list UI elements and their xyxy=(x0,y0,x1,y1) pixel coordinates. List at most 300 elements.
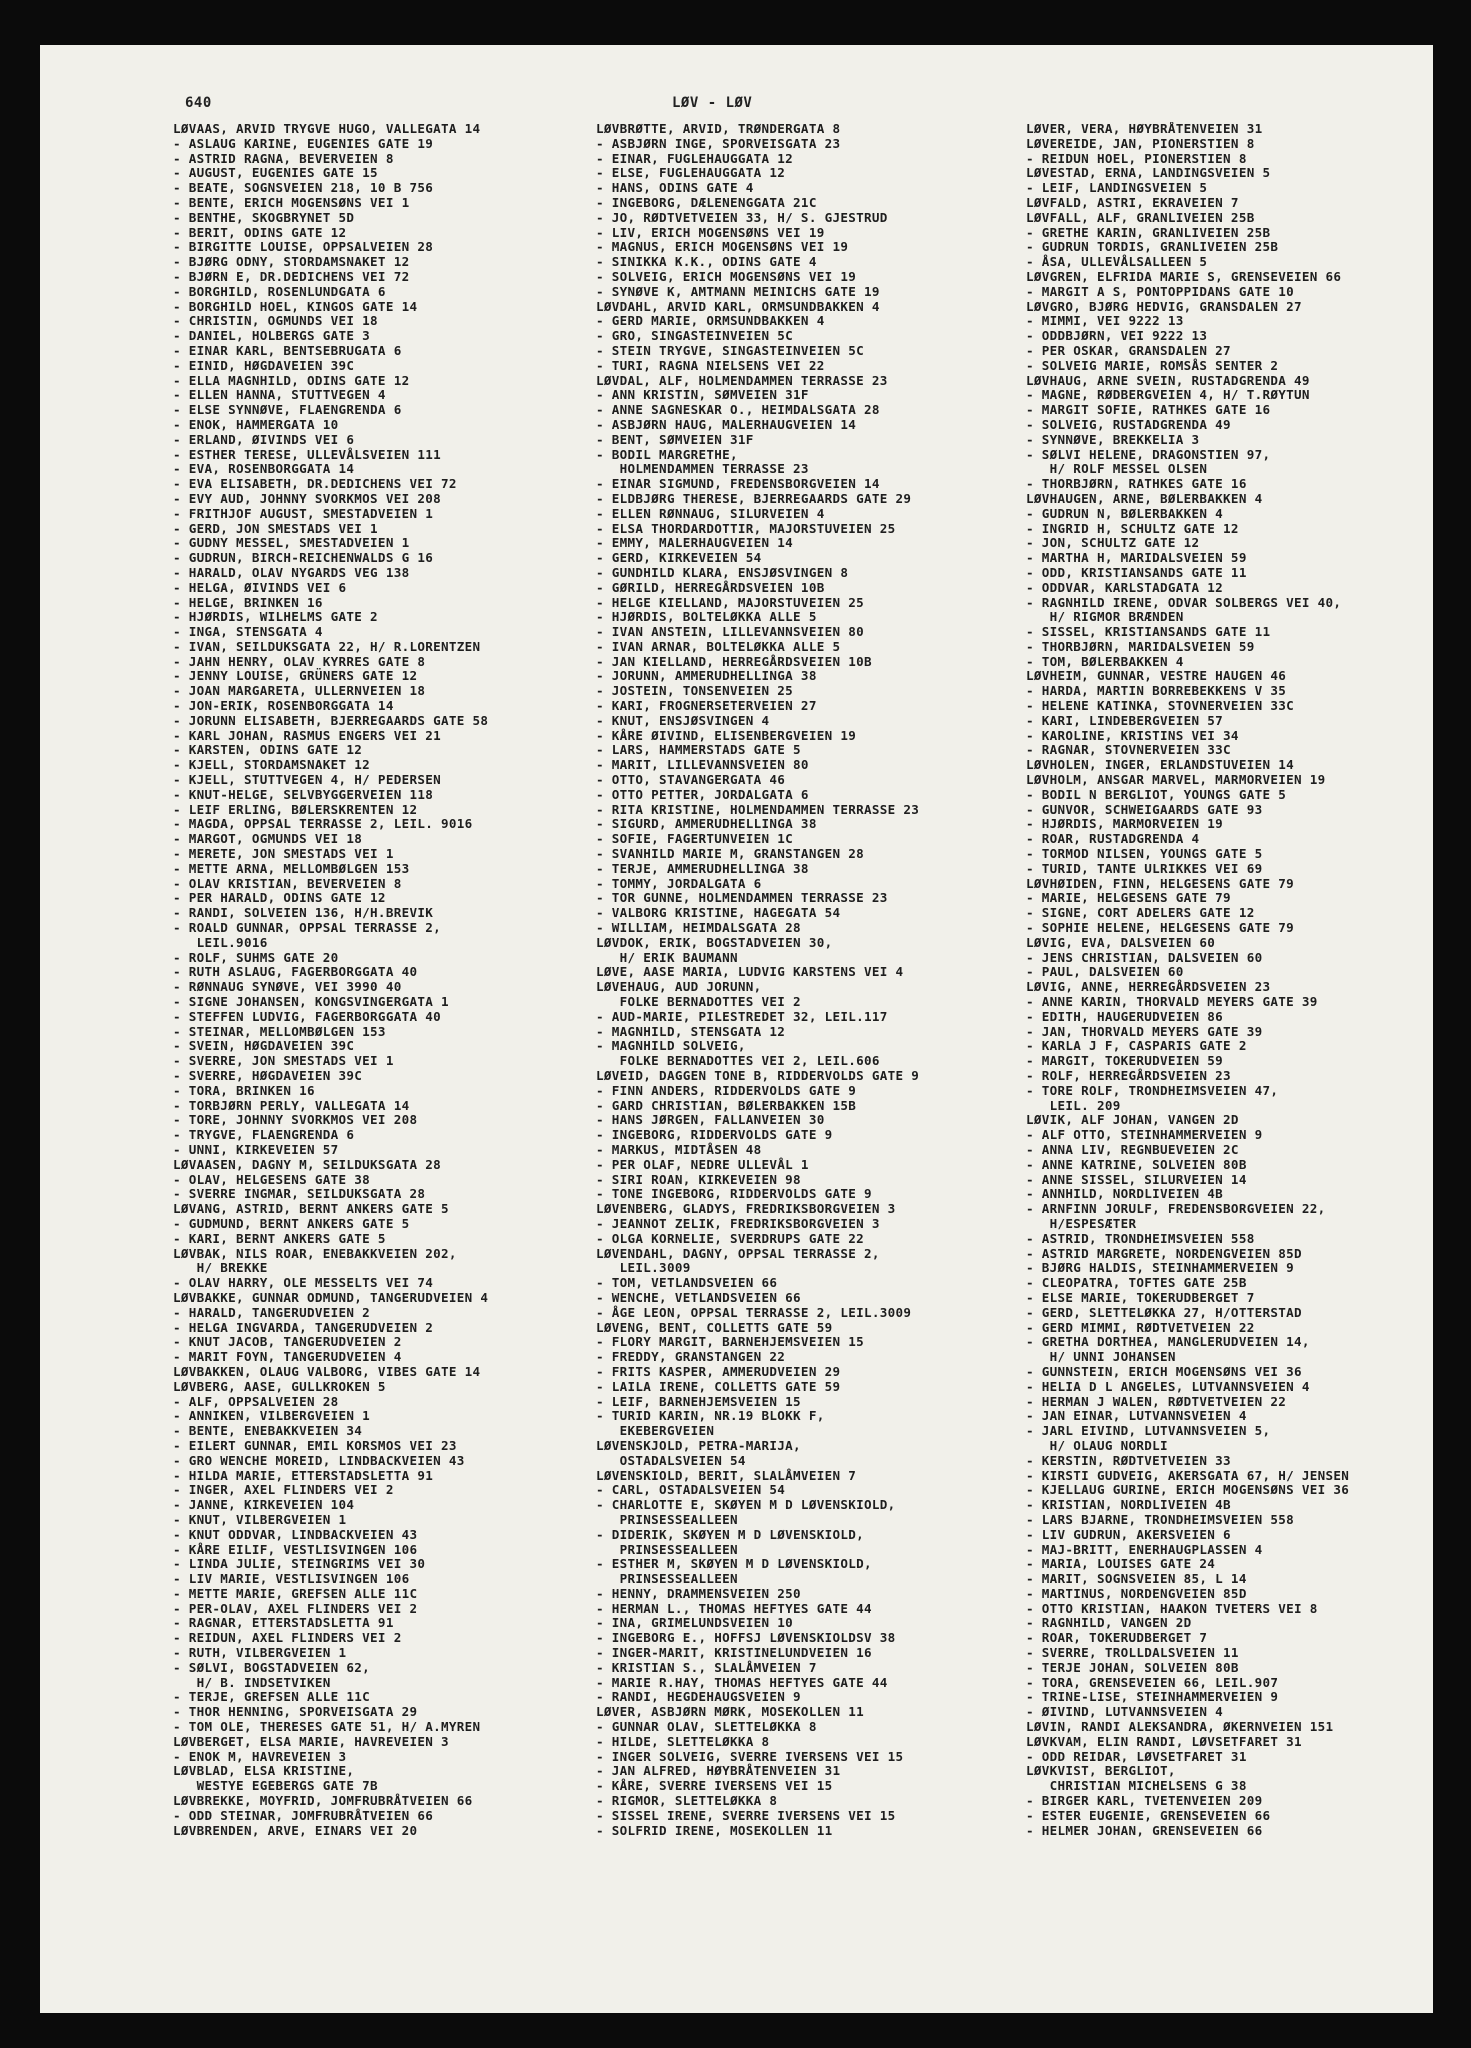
directory-entry-line: - BENT, SØMVEIEN 31F xyxy=(596,431,754,447)
directory-entry-line: LØVIG, EVA, DALSVEIEN 60 xyxy=(1026,934,1216,950)
directory-entry-line: - KARLA J F, CASPARIS GATE 2 xyxy=(1026,1038,1247,1054)
directory-entry-line: - RAGNAR, STOVNERVEIEN 33C xyxy=(1026,742,1231,758)
directory-entry-line: - ANNE SISSEL, SILURVEIEN 14 xyxy=(1026,1171,1247,1187)
directory-entry-line: - TORBJØRN PERLY, VALLEGATA 14 xyxy=(173,1097,410,1113)
directory-entry-line: LØVFALD, ASTRI, EKRAVEIEN 7 xyxy=(1026,194,1239,210)
directory-entry-line: - MAGDA, OPPSAL TERRASSE 2, LEIL. 9016 xyxy=(173,816,473,832)
directory-entry-line: - AUGUST, EUGENIES GATE 15 xyxy=(173,165,378,181)
directory-entry-line: - ANN KRISTIN, SØMVEIEN 31F xyxy=(596,387,809,403)
directory-entry-line: EKEBERGVEIEN xyxy=(596,1423,715,1439)
directory-entry-line: - KJELL, STUTTVEGEN 4, H/ PEDERSEN xyxy=(173,772,441,788)
directory-entry-line: - BODIL N BERGLIOT, YOUNGS GATE 5 xyxy=(1026,786,1287,802)
directory-entry-line: - HELGE, BRINKEN 16 xyxy=(173,594,323,610)
directory-entry-line: - INGEBORG E., HOFFSJ LØVENSKIOLDSV 38 xyxy=(596,1630,896,1646)
directory-entry-line: - HELMER JOHAN, GRENSEVEIEN 66 xyxy=(1026,1822,1263,1838)
directory-entry-line: LØVANG, ASTRID, BERNT ANKERS GATE 5 xyxy=(173,1201,449,1217)
directory-entry-line: LØVGRO, BJØRG HEDVIG, GRANSDALEN 27 xyxy=(1026,298,1302,314)
directory-entry-line: - THORBJØRN, MARIDALSVEIEN 59 xyxy=(1026,638,1255,654)
directory-entry-line: - TURID, TANTE ULRIKKES VEI 69 xyxy=(1026,860,1263,876)
directory-entry-line: - REIDUN, AXEL FLINDERS VEI 2 xyxy=(173,1630,402,1646)
directory-entry-line: - SOLVEIG, RUSTADGRENDA 49 xyxy=(1026,416,1231,432)
directory-entry-line: - LEIF, LANDINGSVEIEN 5 xyxy=(1026,180,1208,196)
directory-entry-line: LEIL.9016 xyxy=(173,934,268,950)
directory-entry-line: H/ESPESÆTER xyxy=(1026,1215,1137,1231)
directory-entry-line: - GUNDHILD KLARA, ENSJØSVINGEN 8 xyxy=(596,564,849,580)
directory-entry-line: - CHARLOTTE E, SKØYEN M D LØVENSKIOLD, xyxy=(596,1497,896,1513)
directory-entry-line: - ODD, KRISTIANSANDS GATE 11 xyxy=(1026,564,1247,580)
directory-entry-line: FOLKE BERNADOTTES VEI 2, LEIL.606 xyxy=(596,1053,880,1069)
directory-entry-line: - MAGNE, RØDBERGVEIEN 4, H/ T.RØYTUN xyxy=(1026,387,1310,403)
directory-entry-line: - OTTO KRISTIAN, HAAKON TVETERS VEI 8 xyxy=(1026,1600,1318,1616)
directory-entry-line: - BENTHE, SKOGBRYNET 5D xyxy=(173,209,355,225)
directory-entry-line: PRINSESSEALLEEN xyxy=(596,1511,738,1527)
directory-entry-line: H/ RIGMOR BRÆNDEN xyxy=(1026,609,1184,625)
directory-entry-line: - GARD CHRISTIAN, BØLERBAKKEN 15B xyxy=(596,1097,857,1113)
directory-entry-line: - MARGOT, OGMUNDS VEI 18 xyxy=(173,831,363,847)
directory-entry-line: - KARI, LINDEBERGVEIEN 57 xyxy=(1026,712,1224,728)
directory-entry-line: - WENCHE, VETLANDSVEIEN 66 xyxy=(596,1289,801,1305)
directory-entry-line: - HILDE, SLETTELØKKA 8 xyxy=(596,1733,770,1749)
directory-entry-line: - KJELLAUG GURINE, ERICH MOGENSØNS VEI 36 xyxy=(1026,1482,1350,1498)
directory-entry-line: - MARIE, HELGESENS GATE 79 xyxy=(1026,890,1231,906)
directory-entry-line: - WILLIAM, HEIMDALSGATA 28 xyxy=(596,920,801,936)
directory-entry-line: - SISSEL, KRISTIANSANDS GATE 11 xyxy=(1026,624,1271,640)
directory-entry-line: - INGA, STENSGATA 4 xyxy=(173,624,323,640)
directory-entry-line: - TERJE JOHAN, SOLVEIEN 80B xyxy=(1026,1659,1239,1675)
directory-entry-line: - JORUNN ELISABETH, BJERREGAARDS GATE 58 xyxy=(173,712,489,728)
directory-entry-line: - MARTINUS, NORDENGVEIEN 85D xyxy=(1026,1585,1247,1601)
directory-entry-line: LØVIK, ALF JOHAN, VANGEN 2D xyxy=(1026,1112,1239,1128)
directory-entry-line: LØVENSKIOLD, BERIT, SLALÅMVEIEN 7 xyxy=(596,1467,857,1483)
directory-entry-line: - MARTHA H, MARIDALSVEIEN 59 xyxy=(1026,550,1247,566)
directory-entry-line: - JAN EINAR, LUTVANNSVEIEN 4 xyxy=(1026,1408,1247,1424)
directory-entry-line: - LEIF ERLING, BØLERSKRENTEN 12 xyxy=(173,801,418,817)
directory-entry-line: - MARIT, SOGNSVEIEN 85, L 14 xyxy=(1026,1571,1247,1587)
directory-entry-line: - TURI, RAGNA NIELSENS VEI 22 xyxy=(596,357,825,373)
directory-entry-line: - MARGIT A S, PONTOPPIDANS GATE 10 xyxy=(1026,283,1294,299)
directory-entry-line: - ELSE, FUGLEHAUGGATA 12 xyxy=(596,165,786,181)
directory-entry-line: - RAGNHILD IRENE, ODVAR SOLBERGS VEI 40, xyxy=(1026,594,1342,610)
directory-entry-line: - EVA ELISABETH, DR.DEDICHENS VEI 72 xyxy=(173,476,457,492)
directory-entry-line: - JAN KIELLAND, HERREGÅRDSVEIEN 10B xyxy=(596,653,872,669)
directory-entry-line: - KNUT, ENSJØSVINGEN 4 xyxy=(596,712,770,728)
directory-entry-line: - VALBORG KRISTINE, HAGEGATA 54 xyxy=(596,905,841,921)
directory-entry-line: - SIGNE JOHANSEN, KONGSVINGERGATA 1 xyxy=(173,994,449,1010)
directory-entry-line: - KARL JOHAN, RASMUS ENGERS VEI 21 xyxy=(173,727,441,743)
directory-entry-line: - LINDA JULIE, STEINGRIMS VEI 30 xyxy=(173,1556,426,1572)
directory-entry-line: - BJØRG ODNY, STORDAMSNAKET 12 xyxy=(173,254,410,270)
directory-entry-line: LØVENBERG, GLADYS, FREDRIKSBORGVEIEN 3 xyxy=(596,1201,896,1217)
directory-entry-line: - ASTRID MARGRETE, NORDENGVEIEN 85D xyxy=(1026,1245,1302,1261)
directory-entry-line: - SVEIN, HØGDAVEIEN 39C xyxy=(173,1038,355,1054)
directory-entry-line: - KRISTIAN S., SLALÅMVEIEN 7 xyxy=(596,1659,817,1675)
directory-entry-line: - PER HARALD, ODINS GATE 12 xyxy=(173,890,386,906)
directory-entry-line: - ANNHILD, NORDLIVEIEN 4B xyxy=(1026,1186,1224,1202)
directory-entry-line: - ELLEN RØNNAUG, SILURVEIEN 4 xyxy=(596,505,825,521)
directory-entry-line: - TOM OLE, THERESES GATE 51, H/ A.MYREN xyxy=(173,1719,481,1735)
directory-entry-line: - GUDRUN N, BØLERBAKKEN 4 xyxy=(1026,505,1224,521)
directory-entry-line: - FREDDY, GRANSTANGEN 22 xyxy=(596,1349,786,1365)
directory-entry-line: - SOFIE, FAGERTUNVEIEN 1C xyxy=(596,831,794,847)
directory-entry-line: - MAGNUS, ERICH MOGENSØNS VEI 19 xyxy=(596,239,849,255)
directory-entry-line: - SØLVI HELENE, DRAGONSTIEN 97, xyxy=(1026,446,1271,462)
directory-entry-line: OSTADALSVEIEN 54 xyxy=(596,1452,746,1468)
directory-entry-line: - KARSTEN, ODINS GATE 12 xyxy=(173,742,363,758)
directory-entry-line: LEIL.3009 xyxy=(596,1260,691,1276)
directory-entry-line: - ROLF, SUHMS GATE 20 xyxy=(173,949,339,965)
directory-entry-line: - KNUT ODDVAR, LINDBACKVEIEN 43 xyxy=(173,1526,418,1542)
directory-entry-line: LØVENG, BENT, COLLETTS GATE 59 xyxy=(596,1319,833,1335)
directory-entry-line: - SVERRE, JON SMESTADS VEI 1 xyxy=(173,1053,394,1069)
page-number: 640 xyxy=(185,95,212,111)
directory-entry-line: - ANNE SAGNESKAR O., HEIMDALSGATA 28 xyxy=(596,402,880,418)
directory-entry-line: FOLKE BERNADOTTES VEI 2 xyxy=(596,994,801,1010)
directory-entry-line: - TRINE-LISE, STEINHAMMERVEIEN 9 xyxy=(1026,1689,1279,1705)
directory-entry-line: - RUTH, VILBERGVEIEN 1 xyxy=(173,1645,347,1661)
directory-entry-line: CHRISTIAN MICHELSENS G 38 xyxy=(1026,1778,1247,1794)
directory-entry-line: LØVESTAD, ERNA, LANDINGSVEIEN 5 xyxy=(1026,165,1271,181)
directory-entry-line: - ELDBJØRG THERESE, BJERREGAARDS GATE 29 xyxy=(596,490,912,506)
directory-entry-line: - TORE ROLF, TRONDHEIMSVEIEN 47, xyxy=(1026,1082,1279,1098)
directory-entry-line: - TORA, BRINKEN 16 xyxy=(173,1082,315,1098)
directory-entry-line: - JOSTEIN, TONSENVEIEN 25 xyxy=(596,683,794,699)
directory-entry-line: - HJØRDIS, MARMORVEIEN 19 xyxy=(1026,816,1224,832)
directory-entry-line: - MARIT, LILLEVANNSVEIEN 80 xyxy=(596,757,809,773)
directory-entry-line: - ASBJØRN HAUG, MALERHAUGVEIEN 14 xyxy=(596,416,857,432)
directory-entry-line: - MARGIT SOFIE, RATHKES GATE 16 xyxy=(1026,402,1271,418)
directory-entry-line: - ROLF, HERREGÅRDSVEIEN 23 xyxy=(1026,1068,1231,1083)
directory-entry-line: - HARDA, MARTIN BORREBEKKENS V 35 xyxy=(1026,683,1287,699)
directory-entry-line: - HERMAN L., THOMAS HEFTYES GATE 44 xyxy=(596,1600,872,1616)
directory-entry-line: LØVEREIDE, JAN, PIONERSTIEN 8 xyxy=(1026,135,1255,151)
directory-entry-line: - IVAN ANSTEIN, LILLEVANNSVEIEN 80 xyxy=(596,624,864,640)
directory-entry-line: LØVER, VERA, HØYBRÅTENVEIEN 31 xyxy=(1026,122,1263,136)
directory-entry-line: LØVGREN, ELFRIDA MARIE S, GRENSEVEIEN 66 xyxy=(1026,268,1342,284)
directory-entry-line: - IVAN, SEILDUKSGATA 22, H/ R.LORENTZEN xyxy=(173,638,481,654)
directory-entry-line: - FLORY MARGIT, BARNEHJEMSVEIEN 15 xyxy=(596,1334,864,1350)
directory-entry-line: - INGEBORG, DÆLENENGGATA 21C xyxy=(596,194,817,210)
directory-entry-line: - INGER-MARIT, KRISTINELUNDVEIEN 16 xyxy=(596,1645,872,1661)
directory-entry-line: - GUDMUND, BERNT ANKERS GATE 5 xyxy=(173,1215,410,1231)
directory-entry-line: LØVFALL, ALF, GRANLIVEIEN 25B xyxy=(1026,209,1255,225)
directory-entry-line: - TURID KARIN, NR.19 BLOKK F, xyxy=(596,1408,825,1424)
directory-entry-line: - RIGMOR, SLETTELØKKA 8 xyxy=(596,1793,778,1809)
directory-entry-line: - RAGNHILD, VANGEN 2D xyxy=(1026,1615,1192,1631)
directory-entry-line: H/ B. INDSETVIKEN xyxy=(173,1674,331,1690)
directory-entry-line: - TONE INGEBORG, RIDDERVOLDS GATE 9 xyxy=(596,1186,872,1202)
directory-entry-line: - JORUNN, AMMERUDHELLINGA 38 xyxy=(596,668,817,684)
directory-entry-line: - HENNY, DRAMMENSVEIEN 250 xyxy=(596,1585,801,1601)
directory-entry-line: - TERJE, GREFSEN ALLE 11C xyxy=(173,1689,371,1705)
directory-entry-line: - ELSE MARIE, TOKERUDBERGET 7 xyxy=(1026,1289,1255,1305)
directory-entry-line: - EINAR, FUGLEHAUGGATA 12 xyxy=(596,150,794,166)
directory-entry-line: - GERD, KIRKEVEIEN 54 xyxy=(596,550,762,566)
directory-entry-line: - ROAR, RUSTADGRENDA 4 xyxy=(1026,831,1200,847)
directory-entry-line: - ESTER EUGENIE, GRENSEVEIEN 66 xyxy=(1026,1807,1271,1823)
directory-entry-line: - BEATE, SOGNSVEIEN 218, 10 B 756 xyxy=(173,180,434,196)
directory-entry-line: H/ OLAUG NORDLI xyxy=(1026,1437,1168,1453)
directory-entry-line: - JENNY LOUISE, GRÜNERS GATE 12 xyxy=(173,668,418,684)
directory-entry-line: LØVBREKKE, MOYFRID, JOMFRUBRÅTVEIEN 66 xyxy=(173,1793,473,1809)
directory-entry-line: - BENTE, ENEBAKKVEIEN 34 xyxy=(173,1423,363,1439)
directory-entry-line: - SVERRE, HØGDAVEIEN 39C xyxy=(173,1068,363,1083)
directory-entry-line: - TOR GUNNE, HOLMENDAMMEN TERRASSE 23 xyxy=(596,890,888,906)
directory-entry-line: - PER-OLAV, AXEL FLINDERS VEI 2 xyxy=(173,1600,418,1616)
directory-entry-line: - SYNNØVE, BREKKELIA 3 xyxy=(1026,431,1200,447)
directory-entry-line: - OLAV HARRY, OLE MESSELTS VEI 74 xyxy=(173,1275,434,1291)
directory-entry-line: - TOM, VETLANDSVEIEN 66 xyxy=(596,1275,778,1291)
directory-entry-line: - EDITH, HAUGERUDVEIEN 86 xyxy=(1026,1008,1224,1024)
directory-entry-line: - EINAR SIGMUND, FREDENSBORGVEIEN 14 xyxy=(596,476,880,492)
directory-entry-line: - METTE ARNA, MELLOMBØLGEN 153 xyxy=(173,860,410,876)
directory-column-2 xyxy=(596,122,1036,2002)
directory-entry-line: - EILERT GUNNAR, EMIL KORSMOS VEI 23 xyxy=(173,1437,457,1453)
directory-entry-line: - LAILA IRENE, COLLETTS GATE 59 xyxy=(596,1378,841,1394)
directory-entry-line: - OLGA KORNELIE, SVERDRUPS GATE 22 xyxy=(596,1230,864,1246)
directory-entry-line: - DIDERIK, SKØYEN M D LØVENSKIOLD, xyxy=(596,1526,864,1542)
directory-entry-line: - FRITHJOF AUGUST, SMESTADVEIEN 1 xyxy=(173,505,434,521)
directory-entry-line: - MARIT FOYN, TANGERUDVEIEN 4 xyxy=(173,1349,402,1365)
directory-entry-line: LØVBERG, AASE, GULLKROKEN 5 xyxy=(173,1378,386,1394)
directory-entry-line: LØVBRENDEN, ARVE, EINARS VEI 20 xyxy=(173,1822,418,1838)
directory-entry-line: - SVANHILD MARIE M, GRANSTANGEN 28 xyxy=(596,846,864,862)
directory-entry-line: LØVHAUG, ARNE SVEIN, RUSTADGRENDA 49 xyxy=(1026,372,1310,388)
directory-entry-line: - STEIN TRYGVE, SINGASTEINVEIEN 5C xyxy=(596,342,864,358)
directory-entry-line: - GRETHA DORTHEA, MANGLERUDVEIEN 14, xyxy=(1026,1334,1310,1350)
directory-entry-line: LØVENDAHL, DAGNY, OPPSAL TERRASSE 2, xyxy=(596,1245,880,1261)
directory-entry-line: WESTYE EGEBERGS GATE 7B xyxy=(173,1778,378,1794)
directory-entry-line: - INGEBORG, RIDDERVOLDS GATE 9 xyxy=(596,1127,833,1143)
directory-entry-line: - ÅSA, ULLEVÅLSALLEEN 5 xyxy=(1026,254,1208,270)
directory-entry-line: - MARIA, LOUISES GATE 24 xyxy=(1026,1556,1216,1572)
directory-entry-line: - EMMY, MALERHAUGVEIEN 14 xyxy=(596,535,794,551)
directory-entry-line: LØVDAL, ALF, HOLMENDAMMEN TERRASSE 23 xyxy=(596,372,888,388)
directory-entry-line: - ODDVAR, KARLSTADGATA 12 xyxy=(1026,579,1224,595)
directory-entry-line: - ALF, OPPSALVEIEN 28 xyxy=(173,1393,339,1409)
directory-entry-line: - JAHN HENRY, OLAV KYRRES GATE 8 xyxy=(173,653,426,669)
directory-entry-line: - MARGIT, TOKERUDVEIEN 59 xyxy=(1026,1053,1224,1069)
directory-entry-line: - ELLEN HANNA, STUTTVEGEN 4 xyxy=(173,387,386,403)
directory-entry-line: - JAN ALFRED, HØYBRÅTENVEIEN 31 xyxy=(596,1763,841,1779)
directory-entry-line: LØVIG, ANNE, HERREGÅRDSVEIEN 23 xyxy=(1026,979,1271,995)
directory-entry-line: - OLAV KRISTIAN, BEVERVEIEN 8 xyxy=(173,875,402,891)
directory-entry-line: - MAJ-BRITT, ENERHAUGPLASSEN 4 xyxy=(1026,1541,1263,1557)
directory-entry-line: - GERD MIMMI, RØDTVETVEIEN 22 xyxy=(1026,1319,1255,1335)
directory-entry-line: - OLAV, HELGESENS GATE 38 xyxy=(173,1171,371,1187)
directory-entry-line: - SIGURD, AMMERUDHELLINGA 38 xyxy=(596,816,817,832)
directory-entry-line: - LARS BJARNE, TRONDHEIMSVEIEN 558 xyxy=(1026,1511,1294,1527)
directory-entry-line: - JANNE, KIRKEVEIEN 104 xyxy=(173,1497,355,1513)
directory-column-3 xyxy=(1026,122,1433,2002)
directory-entry-line: LØVAAS, ARVID TRYGVE HUGO, VALLEGATA 14 xyxy=(173,122,481,136)
directory-entry-line: - SVERRE, TROLLDALSVEIEN 11 xyxy=(1026,1645,1239,1661)
directory-entry-line: - BENTE, ERICH MOGENSØNS VEI 1 xyxy=(173,194,410,210)
directory-entry-line: - MARIE R.HAY, THOMAS HEFTYES GATE 44 xyxy=(596,1674,888,1690)
directory-entry-line: - RANDI, SOLVEIEN 136, H/H.BREVIK xyxy=(173,905,434,921)
directory-entry-line: - HARALD, OLAV NYGARDS VEG 138 xyxy=(173,564,410,580)
directory-entry-line: - HJØRDIS, WILHELMS GATE 2 xyxy=(173,609,378,625)
directory-entry-line: - SOPHIE HELENE, HELGESENS GATE 79 xyxy=(1026,920,1294,936)
directory-entry-line: - ODD STEINAR, JOMFRUBRÅTVEIEN 66 xyxy=(173,1807,434,1823)
directory-entry-line: - HILDA MARIE, ETTERSTADSLETTA 91 xyxy=(173,1467,434,1483)
page-range-header: LØV - LØV xyxy=(672,95,753,111)
directory-entry-line: - GUNVOR, SCHWEIGAARDS GATE 93 xyxy=(1026,801,1263,817)
directory-entry-line: - CLEOPATRA, TOFTES GATE 25B xyxy=(1026,1275,1247,1291)
directory-entry-line: - GØRILD, HERREGÅRDSVEIEN 10B xyxy=(596,579,825,595)
directory-entry-line: - ELSE SYNNØVE, FLAENGRENDA 6 xyxy=(173,402,402,418)
directory-entry-line: LØVEHAUG, AUD JORUNN, xyxy=(596,979,762,995)
directory-entry-line: - RØNNAUG SYNØVE, VEI 3990 40 xyxy=(173,979,402,995)
directory-entry-line: - ANNIKEN, VILBERGVEIEN 1 xyxy=(173,1408,371,1424)
directory-entry-line: - ODD REIDAR, LØVSETFARET 31 xyxy=(1026,1748,1247,1764)
directory-entry-line: - BIRGITTE LOUISE, OPPSALVEIEN 28 xyxy=(173,239,434,255)
directory-entry-line: - JEANNOT ZELIK, FREDRIKSBORGVEIEN 3 xyxy=(596,1215,880,1231)
directory-entry-line: - HELGA INGVARDA, TANGERUDVEIEN 2 xyxy=(173,1319,434,1335)
directory-entry-line: - SOLVEIG, ERICH MOGENSØNS VEI 19 xyxy=(596,268,857,284)
directory-entry-line: - LIV GUDRUN, AKERSVEIEN 6 xyxy=(1026,1526,1231,1542)
directory-entry-line: LEIL. 209 xyxy=(1026,1097,1121,1113)
directory-entry-line: LØVBERGET, ELSA MARIE, HAVREVEIEN 3 xyxy=(173,1733,449,1749)
directory-entry-line: - ANNE KARIN, THORVALD MEYERS GATE 39 xyxy=(1026,994,1318,1010)
directory-entry-line: - MARKUS, MIDTÅSEN 48 xyxy=(596,1141,762,1157)
directory-entry-line: - RAGNAR, ETTERSTADSLETTA 91 xyxy=(173,1615,394,1631)
directory-entry-line: - JAN, THORVALD MEYERS GATE 39 xyxy=(1026,1023,1263,1039)
directory-column-1 xyxy=(173,122,613,2002)
directory-entry-line: - STEINAR, MELLOMBØLGEN 153 xyxy=(173,1023,386,1039)
directory-entry-line: - EVA, ROSENBORGGATA 14 xyxy=(173,461,355,477)
directory-entry-line: LØVHØIDEN, FINN, HELGESENS GATE 79 xyxy=(1026,875,1294,891)
directory-entry-line: - ODDBJØRN, VEI 9222 13 xyxy=(1026,328,1208,344)
directory-entry-line: LØVKVIST, BERGLIOT, xyxy=(1026,1763,1176,1779)
directory-entry-line: - STEFFEN LUDVIG, FAGERBORGGATA 40 xyxy=(173,1008,441,1024)
directory-entry-line: - SIRI ROAN, KIRKEVEIEN 98 xyxy=(596,1171,801,1187)
directory-entry-line: - FINN ANDERS, RIDDERVOLDS GATE 9 xyxy=(596,1082,857,1098)
directory-entry-line: - SIGNE, CORT ADELERS GATE 12 xyxy=(1026,905,1255,921)
directory-entry-line: LØVIN, RANDI ALEKSANDRA, ØKERNVEIEN 151 xyxy=(1026,1719,1334,1735)
directory-entry-line: LØVBLAD, ELSA KRISTINE, xyxy=(173,1763,355,1779)
directory-entry-line: - CHRISTIN, OGMUNDS VEI 18 xyxy=(173,313,378,329)
directory-entry-line: H/ ERIK BAUMANN xyxy=(596,949,738,965)
directory-entry-line: - DANIEL, HOLBERGS GATE 3 xyxy=(173,328,371,344)
directory-entry-line: - ANNE KATRINE, SOLVEIEN 80B xyxy=(1026,1156,1247,1172)
directory-entry-line: - THOR HENNING, SPORVEISGATA 29 xyxy=(173,1704,418,1720)
directory-entry-line: - KÅRE, SVERRE IVERSENS VEI 15 xyxy=(596,1778,833,1794)
directory-entry-line: - HANS, ODINS GATE 4 xyxy=(596,180,754,196)
directory-entry-line: - INGRID H, SCHULTZ GATE 12 xyxy=(1026,520,1239,536)
directory-entry-line: - REIDUN HOEL, PIONERSTIEN 8 xyxy=(1026,150,1247,166)
directory-entry-line: LØVHOLEN, INGER, ERLANDSTUVEIEN 14 xyxy=(1026,757,1294,773)
directory-entry-line: - EVY AUD, JOHNNY SVORKMOS VEI 208 xyxy=(173,490,441,506)
directory-entry-line: LØVENSKJOLD, PETRA-MARIJA, xyxy=(596,1437,801,1453)
directory-entry-line: - TRYGVE, FLAENGRENDA 6 xyxy=(173,1127,355,1143)
directory-entry-line: - PER OLAF, NEDRE ULLEVÅL 1 xyxy=(596,1156,809,1172)
directory-entry-line: - GERD MARIE, ORMSUNDBAKKEN 4 xyxy=(596,313,825,329)
directory-entry-line: LØVKVAM, ELIN RANDI, LØVSETFARET 31 xyxy=(1026,1733,1302,1749)
directory-entry-line: - UNNI, KIRKEVEIEN 57 xyxy=(173,1141,339,1157)
directory-entry-line: - KNUT, VILBERGVEIEN 1 xyxy=(173,1511,347,1527)
directory-entry-line: - BJØRN E, DR.DEDICHENS VEI 72 xyxy=(173,268,410,284)
directory-entry-line: LØVDOK, ERIK, BOGSTADVEIEN 30, xyxy=(596,934,833,950)
directory-entry-line: - SISSEL IRENE, SVERRE IVERSENS VEI 15 xyxy=(596,1807,896,1823)
directory-entry-line: LØVBRØTTE, ARVID, TRØNDERGATA 8 xyxy=(596,122,841,136)
directory-entry-line: - ENOK M, HAVREVEIEN 3 xyxy=(173,1748,347,1764)
directory-entry-line: - MAGNHILD, STENSGATA 12 xyxy=(596,1023,786,1039)
directory-entry-line: - KJELL, STORDAMSNAKET 12 xyxy=(173,757,371,773)
directory-entry-line: - JOAN MARGARETA, ULLERNVEIEN 18 xyxy=(173,683,426,699)
directory-entry-line: - TERJE, AMMERUDHELLINGA 38 xyxy=(596,860,809,876)
directory-entry-line: LØVHAUGEN, ARNE, BØLERBAKKEN 4 xyxy=(1026,490,1263,506)
directory-entry-line: - GUNNAR OLAV, SLETTELØKKA 8 xyxy=(596,1719,817,1735)
directory-entry-line: - RUTH ASLAUG, FAGERBORGGATA 40 xyxy=(173,964,418,980)
directory-entry-line: - ENOK, HAMMERGATA 10 xyxy=(173,416,339,432)
directory-entry-line: PRINSESSEALLEEN xyxy=(596,1541,738,1557)
directory-entry-line: - ÅGE LEON, OPPSAL TERRASSE 2, LEIL.3009 xyxy=(596,1304,912,1320)
directory-entry-line: - MIMMI, VEI 9222 13 xyxy=(1026,313,1184,329)
directory-entry-line: H/ ROLF MESSEL OLSEN xyxy=(1026,461,1208,477)
directory-entry-line: - GUNNSTEIN, ERICH MOGENSØNS VEI 36 xyxy=(1026,1363,1302,1379)
directory-entry-line: - KARI, FROGNERSETERVEIEN 27 xyxy=(596,698,817,714)
directory-entry-line: - KERSTIN, RØDTVETVEIEN 33 xyxy=(1026,1452,1231,1468)
directory-entry-line: - TOM, BØLERBAKKEN 4 xyxy=(1026,653,1184,669)
directory-entry-line: - BODIL MARGRETHE, xyxy=(596,446,738,462)
directory-entry-line: - SYNØVE K, AMTMANN MEINICHS GATE 19 xyxy=(596,283,880,299)
directory-entry-line: - KNUT JACOB, TANGERUDVEIEN 2 xyxy=(173,1334,402,1350)
directory-entry-line: - ELSA THORDARDOTTIR, MAJORSTUVEIEN 25 xyxy=(596,520,896,536)
directory-entry-line: - LEIF, BARNEHJEMSVEIEN 15 xyxy=(596,1393,801,1409)
directory-entry-line: - ASBJØRN INGE, SPORVEISGATA 23 xyxy=(596,135,841,151)
directory-entry-line: - BJØRG HALDIS, STEINHAMMERVEIEN 9 xyxy=(1026,1260,1294,1276)
directory-entry-line: LØVER, ASBJØRN MØRK, MOSEKOLLEN 11 xyxy=(596,1704,864,1720)
directory-entry-line: - KÅRE ØIVIND, ELISENBERGVEIEN 19 xyxy=(596,727,857,743)
directory-entry-line: - LIV, ERICH MOGENSØNS VEI 19 xyxy=(596,224,825,240)
directory-entry-line: - TOMMY, JORDALGATA 6 xyxy=(596,875,762,891)
directory-entry-line: - TORA, GRENSEVEIEN 66, LEIL.907 xyxy=(1026,1674,1279,1690)
directory-entry-line: - MERETE, JON SMESTADS VEI 1 xyxy=(173,846,394,862)
directory-entry-line: - GRO WENCHE MOREID, LINDBACKVEIEN 43 xyxy=(173,1452,465,1468)
directory-entry-line: PRINSESSEALLEEN xyxy=(596,1571,738,1587)
directory-entry-line: - ESTHER TERESE, ULLEVÅLSVEIEN 111 xyxy=(173,446,441,462)
directory-entry-line: - RITA KRISTINE, HOLMENDAMMEN TERRASSE 23 xyxy=(596,801,920,817)
directory-entry-line: - BIRGER KARL, TVETENVEIEN 209 xyxy=(1026,1793,1263,1809)
directory-entry-line: - HANS JØRGEN, FALLANVEIEN 30 xyxy=(596,1112,825,1128)
directory-entry-line: - OTTO PETTER, JORDALGATA 6 xyxy=(596,786,809,802)
directory-entry-line: - SØLVI, BOGSTADVEIEN 62, xyxy=(173,1659,371,1675)
directory-entry-line: - ANNA LIV, REGNBUEVEIEN 2C xyxy=(1026,1141,1239,1157)
directory-entry-line: - GUDRUN TORDIS, GRANLIVEIEN 25B xyxy=(1026,239,1279,255)
directory-entry-line: - GRO, SINGASTEINVEIEN 5C xyxy=(596,328,794,344)
directory-entry-line: - METTE MARIE, GREFSEN ALLE 11C xyxy=(173,1585,418,1601)
directory-entry-line: - HJØRDIS, BOLTELØKKA ALLE 5 xyxy=(596,609,817,625)
directory-entry-line: - KIRSTI GUDVEIG, AKERSGATA 67, H/ JENSEN xyxy=(1026,1467,1350,1483)
directory-entry-line: LØVDAHL, ARVID KARL, ORMSUNDBAKKEN 4 xyxy=(596,298,880,314)
directory-entry-line: - LIV MARIE, VESTLISVINGEN 106 xyxy=(173,1571,410,1587)
directory-entry-line: - ERLAND, ØIVINDS VEI 6 xyxy=(173,431,355,447)
directory-entry-line: HOLMENDAMMEN TERRASSE 23 xyxy=(596,461,809,477)
directory-entry-line: - KRISTIAN, NORDLIVEIEN 4B xyxy=(1026,1497,1231,1513)
directory-entry-line: H/ UNNI JOHANSEN xyxy=(1026,1349,1176,1365)
directory-entry-line: - GUDNY MESSEL, SMESTADVEIEN 1 xyxy=(173,535,410,551)
directory-entry-line: - JO, RØDTVETVEIEN 33, H/ S. GJESTRUD xyxy=(596,209,888,225)
directory-entry-line: - JON-ERIK, ROSENBORGGATA 14 xyxy=(173,698,394,714)
directory-page xyxy=(40,45,1433,2013)
directory-entry-line: LØVE, AASE MARIA, LUDVIG KARSTENS VEI 4 xyxy=(596,964,904,980)
directory-entry-line: - ARNFINN JORULF, FREDENSBORGVEIEN 22, xyxy=(1026,1201,1326,1217)
directory-entry-line: - KNUT-HELGE, SELVBYGGERVEIEN 118 xyxy=(173,786,434,802)
directory-entry-line: - EINAR KARL, BENTSEBRUGATA 6 xyxy=(173,342,402,358)
directory-entry-line: - OTTO, STAVANGERGATA 46 xyxy=(596,772,786,788)
directory-entry-line: - CARL, OSTADALSVEIEN 54 xyxy=(596,1482,786,1498)
directory-entry-line: - JARL EIVIND, LUTVANNSVEIEN 5, xyxy=(1026,1423,1271,1439)
